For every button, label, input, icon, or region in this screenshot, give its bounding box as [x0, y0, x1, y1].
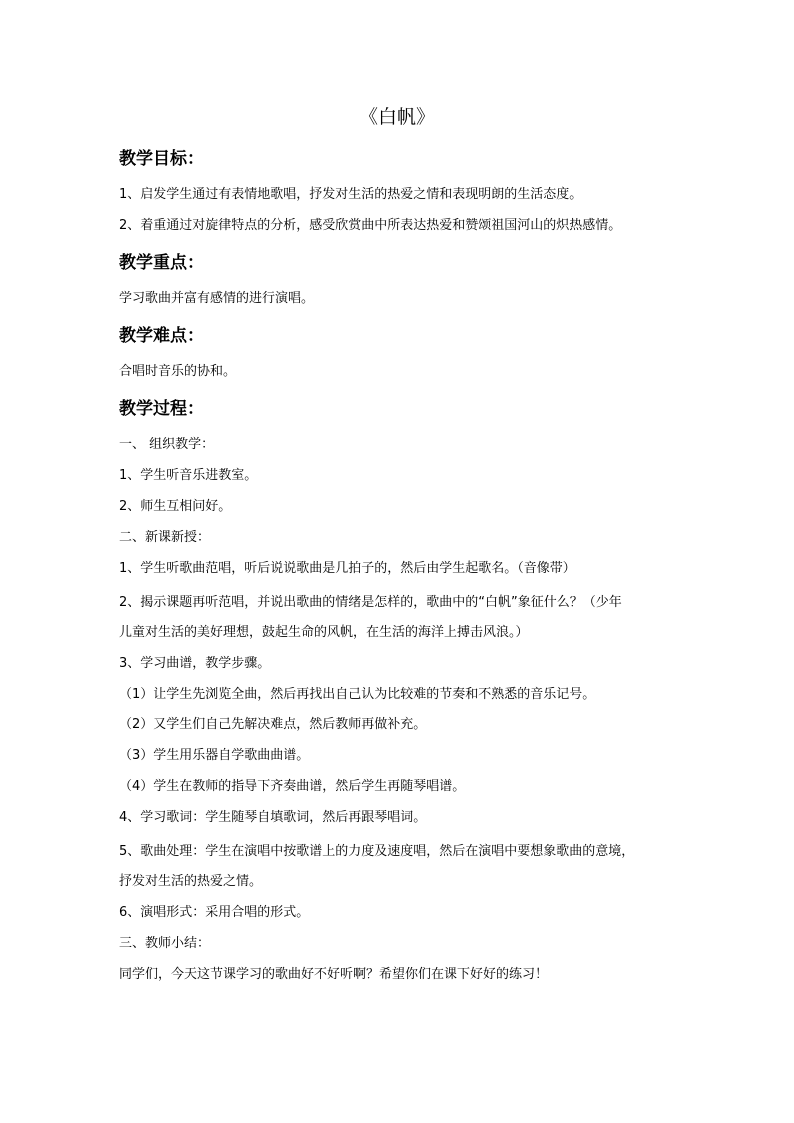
- process-step: （1）让学生先浏览全曲，然后再找出自己认为比较难的节奏和不熟悉的音乐记号。: [119, 687, 596, 702]
- heading-difficulties: 教学难点：: [119, 326, 204, 346]
- process-item-continued: 儿童对生活的美好理想，鼓起生命的风帆，在生活的海洋上搏击风浪。）: [119, 625, 529, 640]
- process-step: （2）又学生们自己先解决难点，然后教师再做补充。: [119, 717, 427, 732]
- process-section-1: 一、 组织教学：: [119, 437, 215, 452]
- objective-2: 2、着重通过对旋律特点的分析，感受欣赏曲中所表达热爱和赞颂祖国河山的炽热感情。: [119, 218, 622, 233]
- heading-objectives: 教学目标：: [119, 149, 204, 169]
- process-section-2: 二、新课新授：: [119, 530, 211, 545]
- process-item: 2、揭示课题再听范唱，并说出歌曲的情绪是怎样的，歌曲中的“白帆”象征什么？（少年: [119, 595, 622, 610]
- process-step: （3）学生用乐器自学歌曲曲谱。: [119, 748, 310, 763]
- process-item-continued: 抒发对生活的热爱之情。: [119, 874, 263, 889]
- objective-1: 1、启发学生通过有表情地歌唱，抒发对生活的热爱之情和表现明朗的生活态度。: [119, 187, 583, 202]
- process-item: 1、学生听音乐进教室。: [119, 468, 258, 483]
- process-item: 5、歌曲处理：学生在演唱中按歌谱上的力度及速度唱，然后在演唱中要想象歌曲的意境，: [119, 844, 635, 859]
- key-point-1: 学习歌曲并富有感情的进行演唱。: [119, 291, 315, 306]
- process-item: 6、演唱形式：采用合唱的形式。: [119, 905, 310, 920]
- process-item: 3、学习曲谱，教学步骤。: [119, 656, 271, 671]
- process-step: （4）学生在教师的指导下齐奏曲谱，然后学生再随琴唱谱。: [119, 779, 466, 794]
- process-item: 2、师生互相问好。: [119, 499, 232, 514]
- process-item: 1、学生听歌曲范唱，听后说说歌曲是几拍子的，然后由学生起歌名。（音像带）: [119, 561, 576, 576]
- heading-process: 教学过程：: [119, 399, 204, 419]
- process-section-3: 三、教师小结：: [119, 936, 211, 951]
- document-title: 《白帆》: [358, 106, 435, 128]
- process-item: 同学们，今天这节课学习的歌曲好不好听啊？希望你们在课下好好的练习！: [119, 967, 549, 982]
- difficulty-1: 合唱时音乐的协和。: [119, 364, 237, 379]
- heading-key-points: 教学重点：: [119, 253, 204, 273]
- process-item: 4、学习歌词：学生随琴自填歌词，然后再跟琴唱词。: [119, 810, 427, 825]
